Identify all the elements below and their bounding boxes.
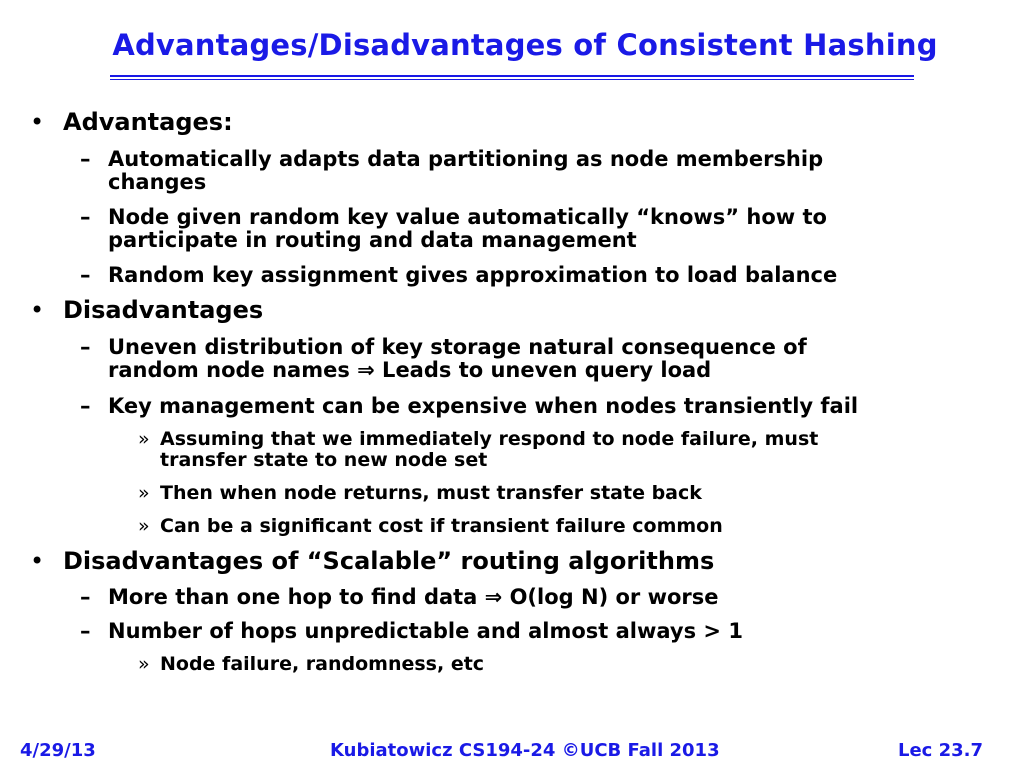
sub-sub-bullet-assuming: Assuming that we immediately respond to node failure, must	[160, 428, 819, 450]
title-underline-thin	[110, 79, 914, 80]
sub-sub-bullet-assuming-cont: transfer state to new node set	[160, 449, 488, 471]
dash-marker: –	[80, 205, 91, 229]
raquo-marker: »	[138, 428, 150, 450]
footer-date: 4/29/13	[20, 740, 96, 761]
dash-marker: –	[80, 335, 91, 359]
raquo-marker: »	[138, 653, 150, 675]
sub-bullet-knows: Node given random key value automatically “knows” how to	[108, 205, 827, 229]
sub-bullet-load-balance: Random key assignment gives approximation to load balance	[108, 263, 838, 287]
dash-marker: –	[80, 619, 91, 643]
bullet-advantages: Advantages:	[63, 108, 233, 136]
sub-bullet-uneven-cont: random node names ⇒ Leads to uneven query load	[108, 358, 712, 382]
sub-bullet-key-management: Key management can be expensive when nodes transiently fail	[108, 394, 859, 418]
bullet-marker: •	[30, 108, 45, 136]
slide-title: Advantages/Disadvantages of Consistent Hashing	[112, 28, 938, 62]
sub-bullet-uneven: Uneven distribution of key storage natural consequence of	[108, 335, 807, 359]
footer-lecture: Lec 23.7	[898, 740, 984, 761]
dash-marker: –	[80, 147, 91, 171]
raquo-marker: »	[138, 482, 150, 504]
sub-sub-bullet-node-failure: Node failure, randomness, etc	[160, 653, 485, 675]
sub-bullet-adapts: Automatically adapts data partitioning as node membership	[108, 147, 824, 171]
footer-course: Kubiatowicz CS194-24 ©UCB Fall 2013	[330, 740, 720, 761]
bullet-disadvantages: Disadvantages	[63, 296, 264, 324]
bullet-marker: •	[30, 547, 45, 575]
dash-marker: –	[80, 263, 91, 287]
title-underline	[110, 75, 914, 77]
sub-bullet-knows-cont: participate in routing and data management	[108, 228, 637, 252]
sub-sub-bullet-significant-cost: Can be a significant cost if transient failure common	[160, 515, 723, 537]
sub-bullet-adapts-cont: changes	[108, 170, 207, 194]
dash-marker: –	[80, 394, 91, 418]
bullet-marker: •	[30, 296, 45, 324]
dash-marker: –	[80, 585, 91, 609]
sub-bullet-number-of-hops: Number of hops unpredictable and almost always > 1	[108, 619, 743, 643]
sub-bullet-more-than-one-hop: More than one hop to find data ⇒ O(log N) or worse	[108, 585, 719, 609]
bullet-scalable-routing: Disadvantages of “Scalable” routing algorithms	[63, 547, 715, 575]
sub-sub-bullet-node-returns: Then when node returns, must transfer state back	[160, 482, 702, 504]
raquo-marker: »	[138, 515, 150, 537]
